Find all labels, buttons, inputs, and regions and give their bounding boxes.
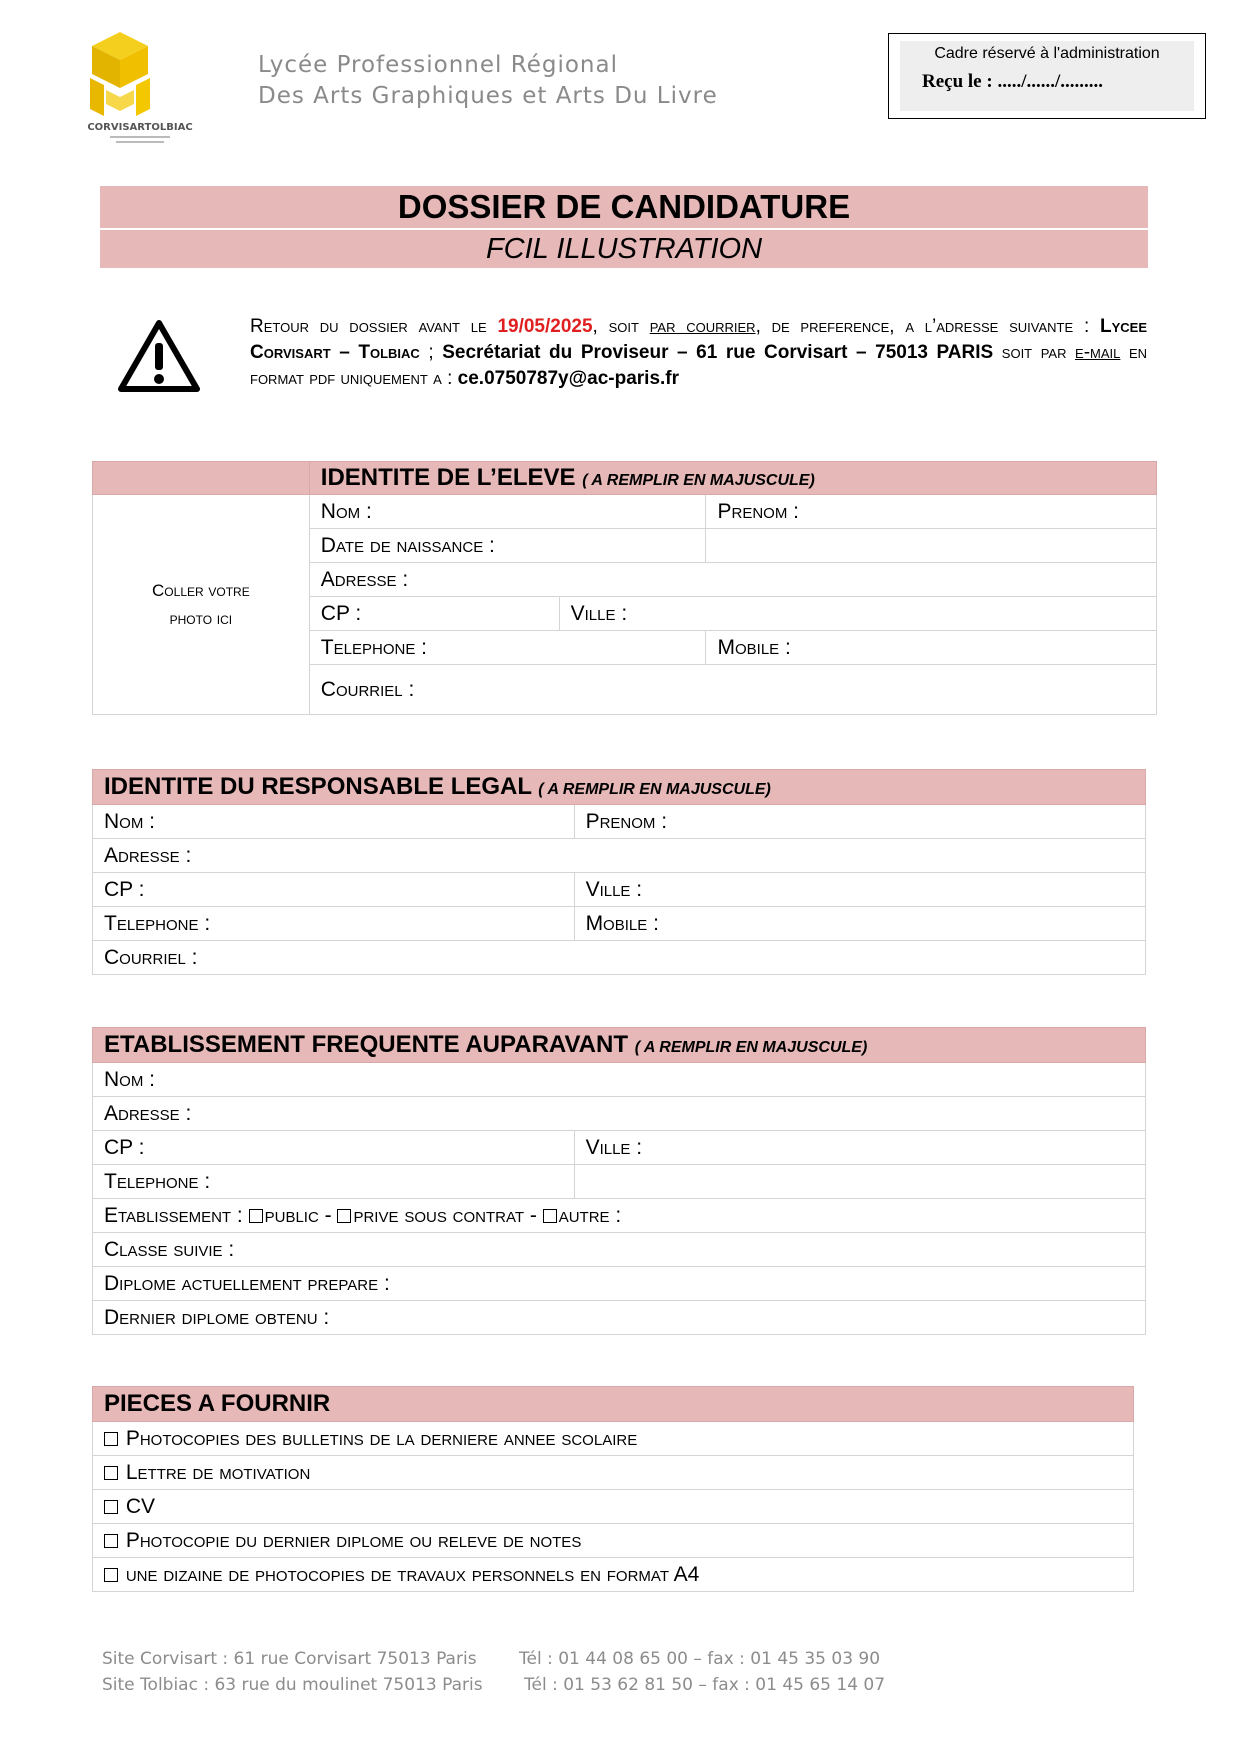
document-label: Lettre de motivation xyxy=(125,1460,311,1484)
notice-school: Lycee Corvisart – Tolbiac xyxy=(250,316,1148,363)
document-label: Photocopie du dernier diplome ou releve de notes xyxy=(125,1528,582,1552)
guardian-cp-field[interactable]: CP : xyxy=(93,873,575,907)
student-city-field[interactable]: Ville : xyxy=(559,597,1156,631)
notice-text-6: en format pdf uniquement a : xyxy=(250,342,1148,389)
documents-section-header: PIECES A FOURNIR xyxy=(93,1387,1134,1422)
student-address-field[interactable]: Adresse : xyxy=(309,563,1156,597)
student-email-field[interactable]: Courriel : xyxy=(309,665,1156,715)
document-checkbox[interactable] xyxy=(104,1432,118,1446)
notice-email: ce.0750787y@ac-paris.fr xyxy=(457,368,680,389)
document-checkbox[interactable] xyxy=(104,1500,118,1514)
public-label: public - xyxy=(264,1203,332,1227)
guardian-identity-table xyxy=(92,769,1146,975)
student-prenom-field[interactable]: Prenom : xyxy=(706,495,1157,529)
school-name xyxy=(258,50,718,112)
guardian-header-note: ( A REMPLIR EN MAJUSCULE) xyxy=(538,781,771,798)
student-header-spacer xyxy=(93,462,310,495)
current-diploma-field[interactable]: Diplome actuellement prepare : xyxy=(93,1267,1146,1301)
notice-text-1: Retour du dossier avant le xyxy=(250,316,498,337)
document-item xyxy=(93,1524,1134,1558)
student-birthdate-field[interactable]: Date de naissance : xyxy=(309,529,706,563)
student-identity-table xyxy=(92,461,1157,715)
previous-school-section-header xyxy=(93,1028,1146,1063)
school-logo xyxy=(70,30,210,148)
document-item xyxy=(93,1558,1134,1592)
notice-text-4: ; xyxy=(419,342,443,363)
guardian-section-header xyxy=(93,770,1146,805)
previous-school-table xyxy=(92,1027,1146,1335)
other-label: autre : xyxy=(558,1203,622,1227)
last-diploma-field[interactable]: Dernier diplome obtenu : xyxy=(93,1301,1146,1335)
footer-tel-1: Tél : 01 44 08 65 00 – fax : 01 45 35 03 90 xyxy=(519,1649,881,1669)
return-notice xyxy=(250,314,1147,392)
guardian-prenom-field[interactable]: Prenom : xyxy=(574,805,1145,839)
guardian-city-field[interactable]: Ville : xyxy=(574,873,1145,907)
previous-school-phone-extra[interactable] xyxy=(574,1165,1145,1199)
documents-table xyxy=(92,1386,1134,1592)
document-checkbox[interactable] xyxy=(104,1568,118,1582)
document-label: Photocopies des bulletins de la derniere annee scolaire xyxy=(125,1426,638,1450)
photo-placeholder[interactable] xyxy=(93,495,310,715)
notice-text-2: , soit xyxy=(592,316,650,337)
document-label: une dizaine de photocopies de travaux personnels en format A4 xyxy=(125,1562,700,1586)
notice-by-email: e-mail xyxy=(1075,342,1121,363)
notice-text-5: soit par xyxy=(993,342,1076,363)
notice-address: Secrétariat du Proviseur – 61 rue Corvisart – 75013 PARIS xyxy=(442,342,994,363)
page-title: DOSSIER DE CANDIDATURE xyxy=(100,186,1148,228)
guardian-header-title: IDENTITE DU RESPONSABLE LEGAL xyxy=(104,773,532,800)
document-label: CV xyxy=(125,1494,156,1518)
guardian-address-field[interactable]: Adresse : xyxy=(93,839,1146,873)
logo-text: CORVISARTOLBIAC xyxy=(87,122,193,133)
page-subtitle: FCIL ILLUSTRATION xyxy=(100,230,1148,268)
admin-box xyxy=(888,33,1206,119)
deadline-date: 19/05/2025 xyxy=(497,316,593,337)
warning-icon xyxy=(117,318,201,394)
document-item xyxy=(93,1456,1134,1490)
student-phone-field[interactable]: Telephone : xyxy=(309,631,706,665)
footer-site-2: Site Tolbiac : 63 rue du moulinet 75013 Paris xyxy=(102,1675,483,1695)
previous-school-cp-field[interactable]: CP : xyxy=(93,1131,575,1165)
guardian-nom-field[interactable]: Nom : xyxy=(93,805,575,839)
student-mobile-field[interactable]: Mobile : xyxy=(706,631,1157,665)
guardian-email-field[interactable]: Courriel : xyxy=(93,941,1146,975)
footer-tel-2: Tél : 01 53 62 81 50 – fax : 01 45 65 14 07 xyxy=(524,1675,886,1695)
school-name-line2: Des Arts Graphiques et Arts Du Livre xyxy=(258,83,718,109)
student-header-note: ( A REMPLIR EN MAJUSCULE) xyxy=(582,472,815,489)
student-cp-field[interactable]: CP : xyxy=(309,597,559,631)
previous-school-header-note: ( A REMPLIR EN MAJUSCULE) xyxy=(634,1039,868,1056)
student-birthdate-extra[interactable] xyxy=(706,529,1157,563)
previous-school-nom-field[interactable]: Nom : xyxy=(93,1063,1146,1097)
student-header-title: IDENTITE DE L’ELEVE xyxy=(320,464,576,491)
school-type-label: Etablissement : xyxy=(104,1203,243,1227)
photo-label: Coller votre photo ici xyxy=(152,580,250,628)
previous-school-address-field[interactable]: Adresse : xyxy=(93,1097,1146,1131)
document-item xyxy=(93,1490,1134,1524)
previous-school-city-field[interactable]: Ville : xyxy=(574,1131,1145,1165)
document-checkbox[interactable] xyxy=(104,1466,118,1480)
school-type-row xyxy=(93,1199,1146,1233)
private-checkbox[interactable] xyxy=(337,1209,351,1223)
notice-text-3: , de preference, a l’adresse suivante : xyxy=(755,316,1100,337)
guardian-mobile-field[interactable]: Mobile : xyxy=(574,907,1145,941)
public-checkbox[interactable] xyxy=(249,1209,263,1223)
guardian-phone-field[interactable]: Telephone : xyxy=(93,907,575,941)
private-label: prive sous contrat - xyxy=(353,1203,537,1227)
class-field[interactable]: Classe suivie : xyxy=(93,1233,1146,1267)
document-checkbox[interactable] xyxy=(104,1534,118,1548)
student-section-header xyxy=(309,462,1156,495)
admin-box-received: Reçu le : ...../....../......... xyxy=(922,71,1104,92)
notice-by-mail: par courrier xyxy=(649,316,756,337)
admin-box-title: Cadre réservé à l'administration xyxy=(934,45,1160,62)
school-name-line1: Lycée Professionnel Régional xyxy=(258,52,618,78)
footer-site-1: Site Corvisart : 61 rue Corvisart 75013 Paris xyxy=(102,1649,477,1669)
other-checkbox[interactable] xyxy=(543,1209,557,1223)
document-item xyxy=(93,1422,1134,1456)
previous-school-header-title: ETABLISSEMENT FREQUENTE AUPARAVANT xyxy=(104,1031,629,1058)
student-nom-field[interactable]: Nom : xyxy=(309,495,706,529)
previous-school-phone-field[interactable]: Telephone : xyxy=(93,1165,575,1199)
